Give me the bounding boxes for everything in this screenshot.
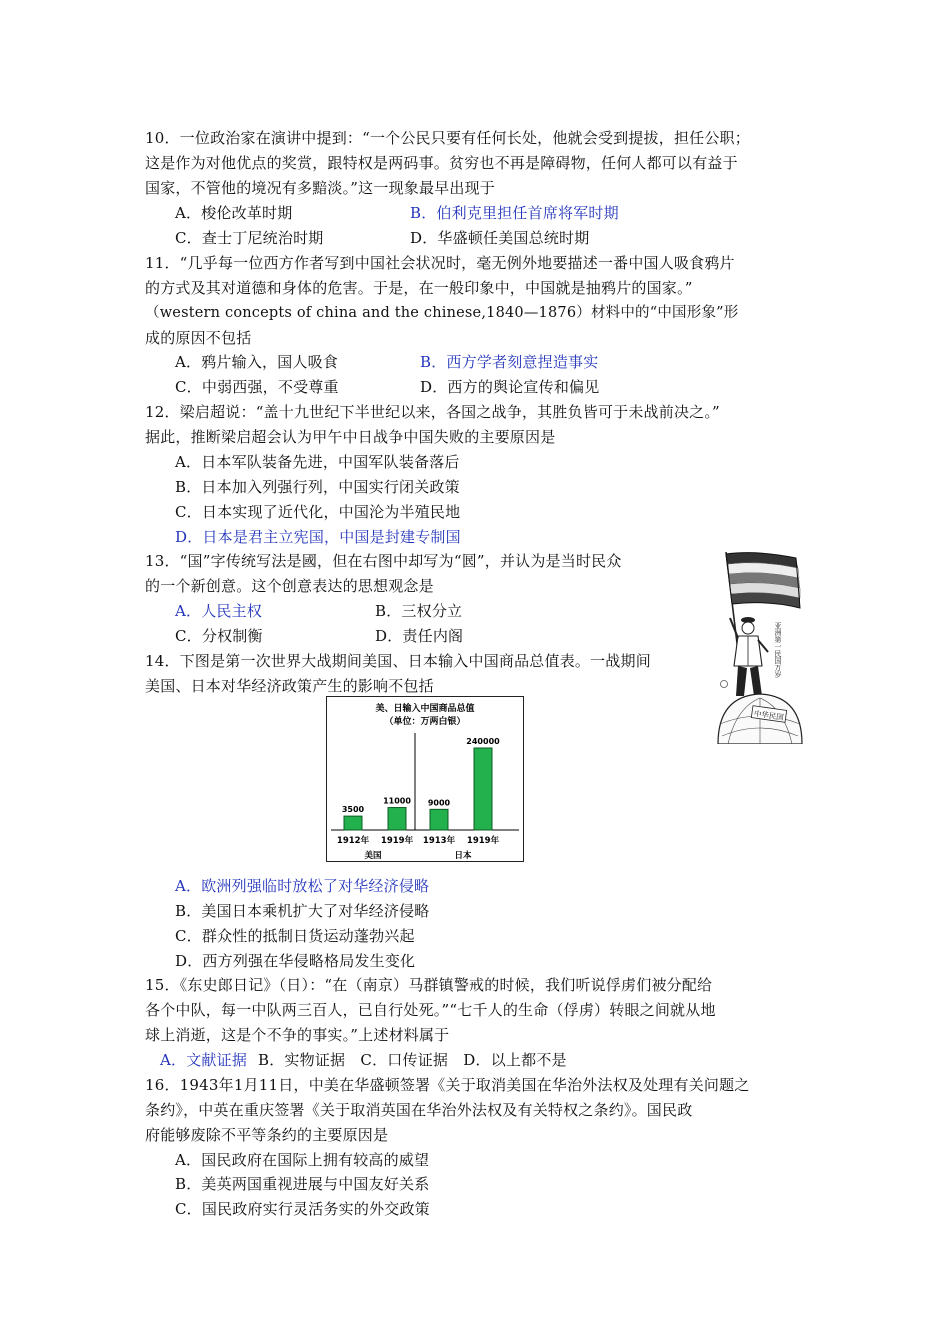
q12-line-2: 据此，推断梁启超会认为甲午中日战争中国失败的主要原因是 xyxy=(145,428,556,446)
q13-option-d: D．责任内阁 xyxy=(375,627,464,645)
q12-option-c: C．日本实现了近代化，中国沦为半殖民地 xyxy=(175,503,461,521)
group-label-japan: 日本 xyxy=(454,851,472,861)
chart-title: 美、日输入中国商品总值 xyxy=(375,704,475,714)
q14-line-2: 美国、日本对华经济政策产生的影响不包括 xyxy=(145,677,434,695)
q11-line-2: 的方式及其对道德和身体的危害。于是，在一般印象中，中国就是抽鸦片的国家。” xyxy=(145,279,693,297)
chart-tick-label-2: 1919年 xyxy=(380,836,414,846)
q14-option-a: A．欧洲列强临时放松了对华经济侵略 xyxy=(175,877,430,895)
q10-option-c: C．查士丁尼统治时期 xyxy=(175,229,324,247)
q11-option-d: D．西方的舆论宣传和偏见 xyxy=(420,378,600,396)
q15-option-a: A．文献证据 xyxy=(160,1051,248,1069)
q16-line-3: 府能够废除不平等条约的主要原因是 xyxy=(145,1126,389,1144)
q14-option-d: D．西方列强在华侵略格局发生变化 xyxy=(175,952,416,970)
q14-option-b: B．美国日本乘机扩大了对华经济侵略 xyxy=(175,902,430,920)
five-color-flag xyxy=(726,553,800,608)
chart-data-label-1: 3500 xyxy=(341,805,365,815)
q11-line-3: （western concepts of china and the chinese,1840—1876）材料中的“中国形象”形 xyxy=(145,305,739,321)
chart-bar-2 xyxy=(388,808,406,830)
chart-bar-4 xyxy=(474,748,492,830)
q12-option-d: D．日本是君主立宪国，中国是封建专制国 xyxy=(175,528,461,546)
q13-line-1: 13．“国”字传统写法是國，但在右图中却写为“囻”，并认为是当时民众 xyxy=(145,552,622,570)
chart-bar-3 xyxy=(430,809,448,830)
q10-line-2: 这是作为对他优点的奖赏，跟特权是两码事。贫穷也不再是障碍物，任何人都可以有益于 xyxy=(145,154,738,172)
q13-line-2: 的一个新创意。这个创意表达的思想观念是 xyxy=(145,577,434,595)
q16-option-b: B．美英两国重视进展与中国友好关系 xyxy=(175,1175,430,1193)
q15-line-3: 球上消逝，这是个不争的事实。”上述材料属于 xyxy=(145,1026,450,1044)
q12-option-b: B．日本加入列强行列，中国实行闭关政策 xyxy=(175,478,460,496)
q12-line-1: 12．梁启超说：“盖十九世纪下半世纪以来，各国之战争，其胜负皆可于未战前决之。” xyxy=(145,403,720,421)
q12-option-a: A．日本军队装备先进，中国军队装备落后 xyxy=(175,453,460,471)
chart-tick-label-3: 1913年 xyxy=(422,836,456,846)
q15-line-2: 各个中队，每一中队两三百人，已自行处死。”“七千人的生命（俘虏）转眼之间就从地 xyxy=(145,1001,716,1019)
q11-line-4: 成的原因不包括 xyxy=(145,329,252,347)
import-value-chart xyxy=(326,696,524,862)
q10-option-a: A．梭伦改革时期 xyxy=(175,204,293,222)
q10-option-b: B．伯利克里担任首席将军时期 xyxy=(410,204,619,222)
q16-option-a: A．国民政府在国际上拥有较高的威望 xyxy=(175,1151,430,1169)
chart-data-label-4: 240000 xyxy=(466,737,500,746)
flag-globe-svg xyxy=(716,548,804,744)
q13-option-c: C．分权制衡 xyxy=(175,627,263,645)
group-label-usa: 美国 xyxy=(364,851,382,861)
q11-option-b: B．西方学者刻意捏造事实 xyxy=(420,353,599,371)
chart-bar-1 xyxy=(344,816,362,830)
q16-option-c: C．国民政府实行灵活务实的外交政策 xyxy=(175,1200,430,1218)
q15-line-1: 15．《东史郎日记》（日）：“在（南京）马群镇警戒的时候，我们听说俘虏们被分配给 xyxy=(145,976,713,994)
q10-line-1: 10．一位政治家在演讲中提到：“一个公民只要有任何长处，他就会受到提拔，担任公职； xyxy=(145,129,750,147)
q13-option-a: A．人民主权 xyxy=(175,602,263,620)
chart-tick-label-1: 1912年 xyxy=(336,836,370,846)
globe-banner-text: 中华民国 xyxy=(753,708,785,723)
q13-option-b: B．三权分立 xyxy=(375,602,463,620)
globe-icon xyxy=(718,694,802,744)
q14-line-1: 14．下图是第一次世界大战期间美国、日本输入中国商品总值表。一战期间 xyxy=(145,652,651,670)
q10-option-d: D．华盛顿任美国总统时期 xyxy=(410,229,590,247)
q16-line-2: 条约》，中英在重庆签署《关于取消英国在华治外法权及有关特权之条约》。国民政 xyxy=(145,1101,693,1119)
q11-option-a: A．鸦片输入，国人吸食 xyxy=(175,353,339,371)
q11-option-c: C．中弱西强，不受尊重 xyxy=(175,378,339,396)
q10-line-3: 国家，不管他的境况有多黯淡。”这一现象最早出现于 xyxy=(145,179,495,197)
q11-line-1: 11．“几乎每一位西方作者写到中国社会状况时，毫无例外地要描述一番中国人吸食鸦片 xyxy=(145,254,735,272)
flag-caption: 亚洲第一民国万岁 xyxy=(774,622,782,678)
chart-data-label-2: 11000 xyxy=(383,796,411,806)
seal-mark xyxy=(721,681,728,688)
q16-line-1: 16．1943年1月11日，中美在华盛顿签署《关于取消美国在华治外法权及处理有关问题之 xyxy=(145,1076,750,1094)
chart-subtitle: （单位：万两白银） xyxy=(384,717,466,727)
flag-globe-illustration xyxy=(716,548,804,744)
chart-tick-label-4: 1919年 xyxy=(466,836,500,846)
chart-data-label-3: 9000 xyxy=(427,798,451,808)
q14-option-c: C．群众性的抵制日货运动蓬勃兴起 xyxy=(175,927,415,945)
chart-svg xyxy=(327,697,523,861)
q15-options-bcd: B．实物证据 C．口传证据 D．以上都不是 xyxy=(258,1051,567,1069)
